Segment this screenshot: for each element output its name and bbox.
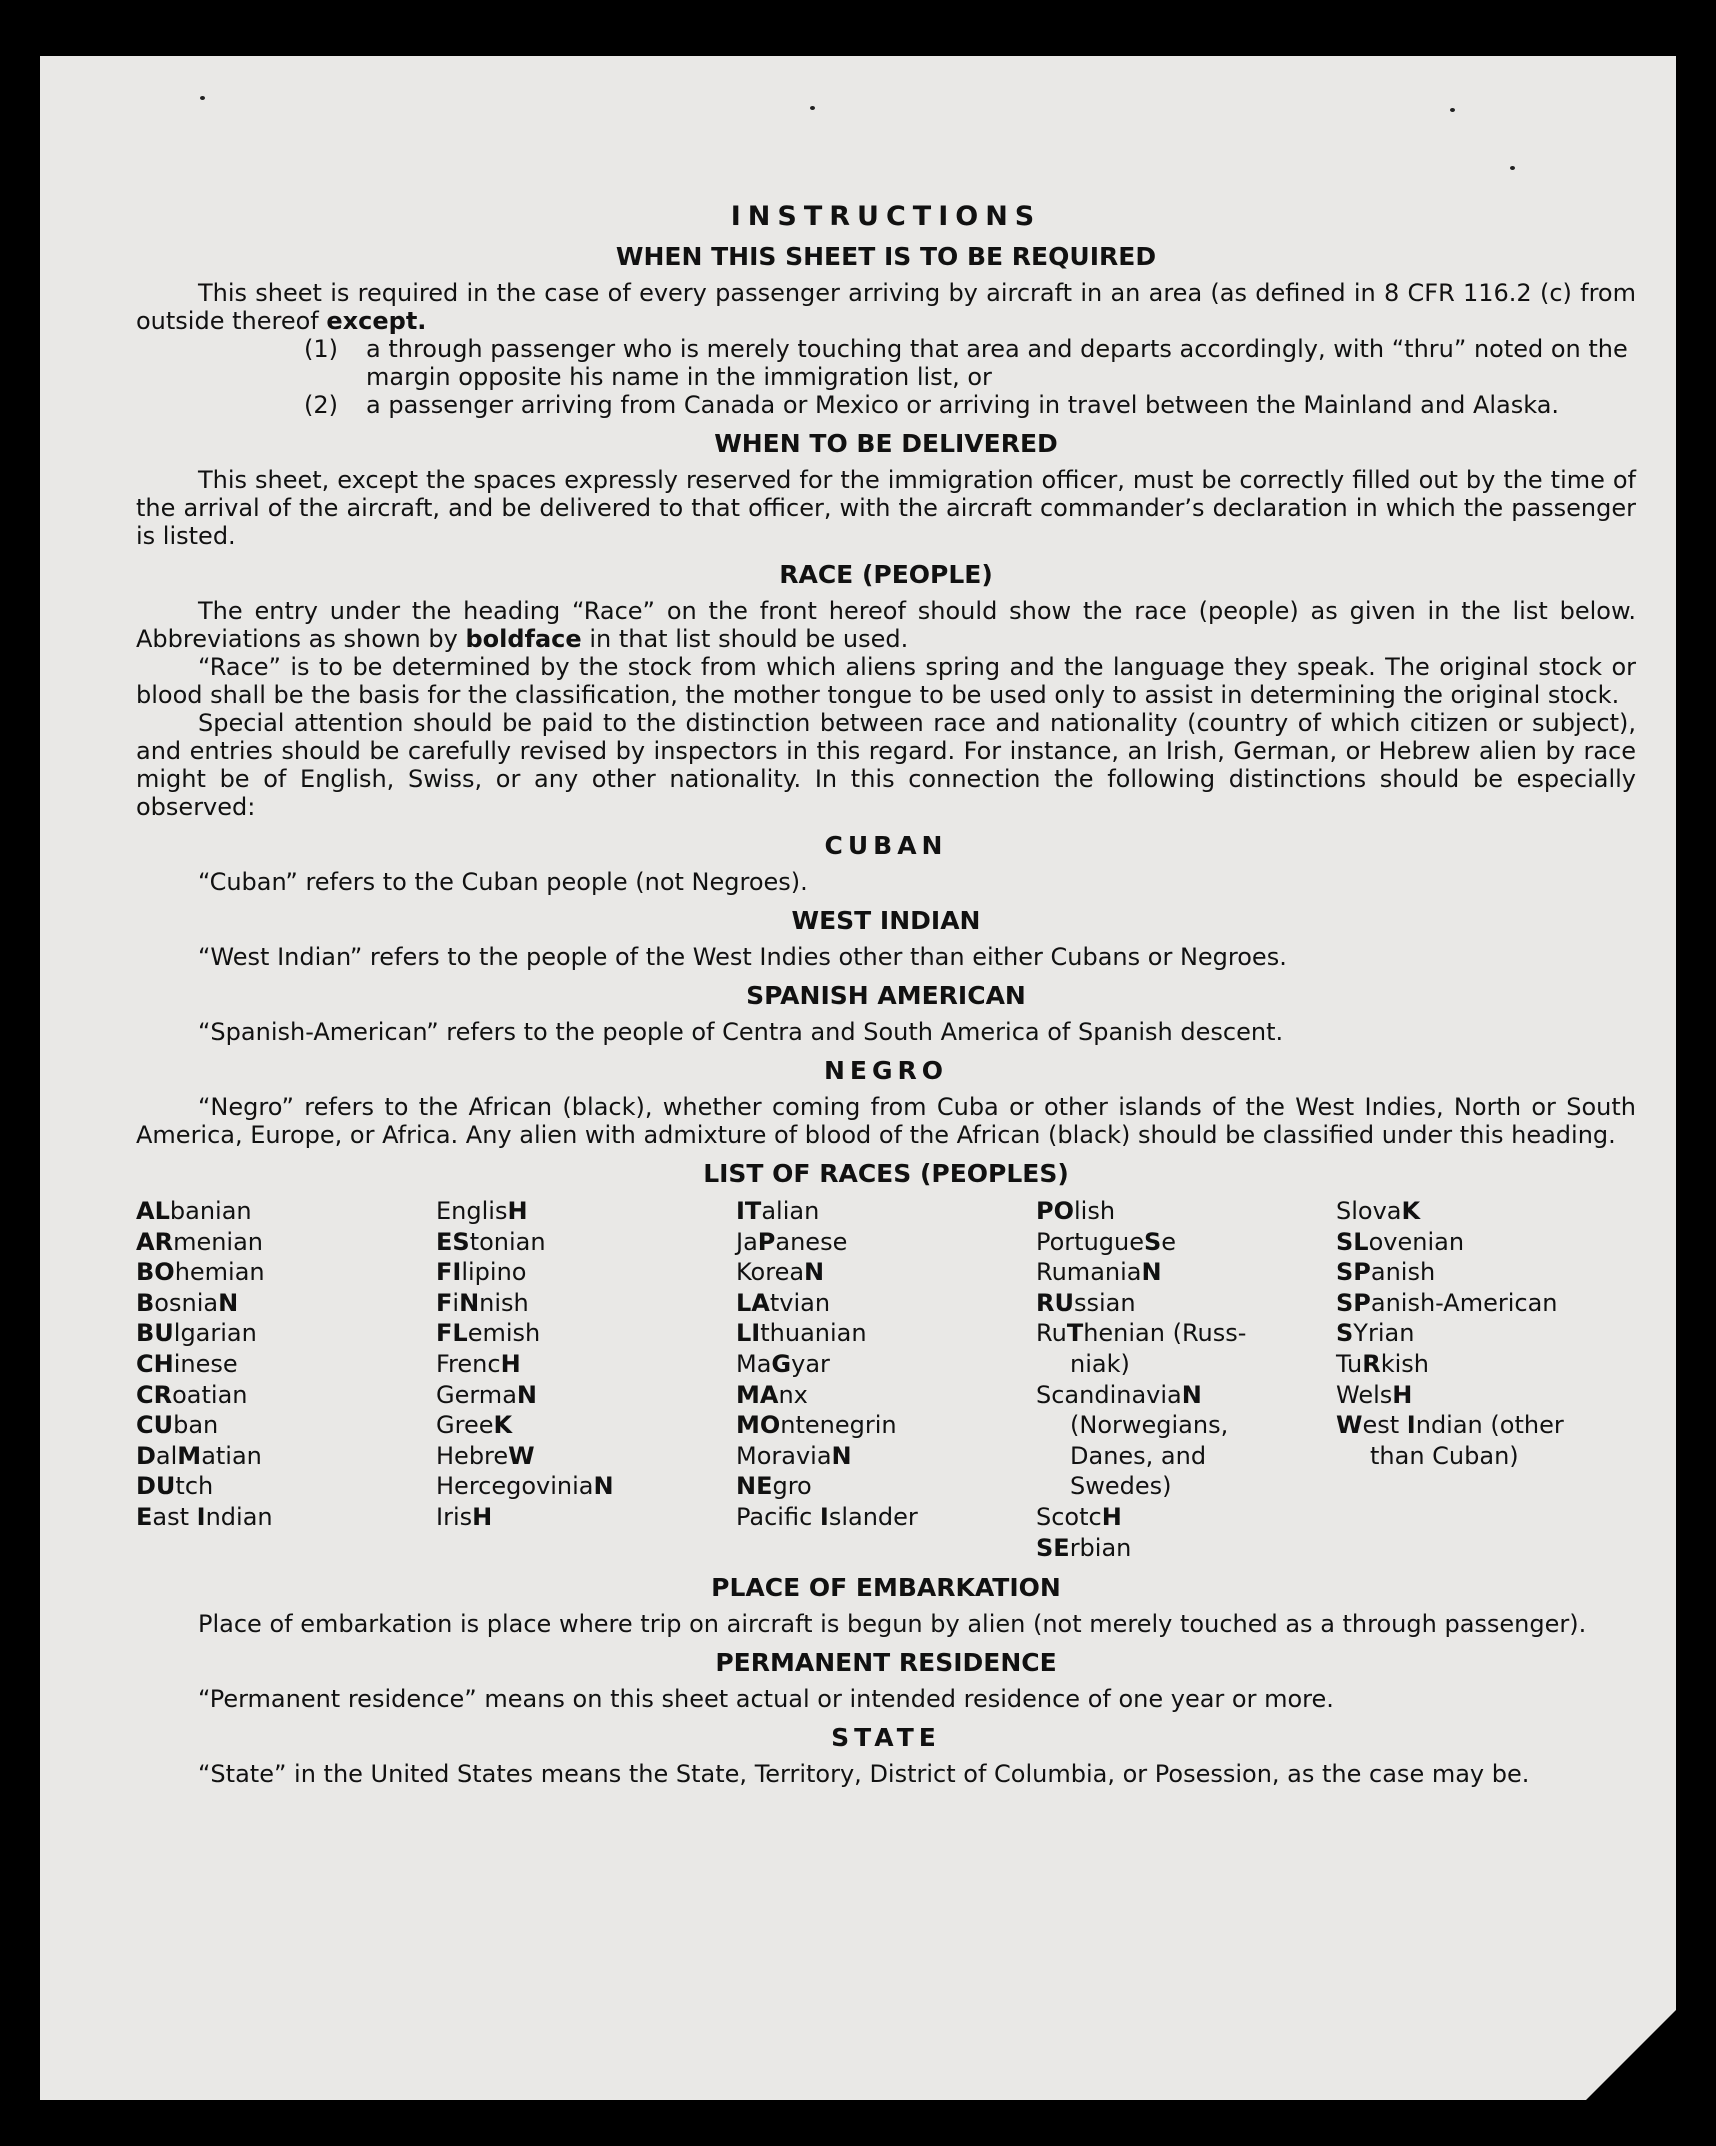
race-entry: FLemish — [436, 1319, 541, 1348]
race-entry: LIthuanian — [736, 1319, 867, 1348]
section-heading-spanish-american: SPANISH AMERICAN — [746, 981, 1026, 1010]
race-entry: GermaN — [436, 1380, 537, 1409]
race-entry: than Cuban) — [1370, 1441, 1519, 1470]
race-entry: RUssian — [1036, 1288, 1136, 1317]
document-page — [40, 56, 1676, 2100]
race-entry: CHinese — [136, 1349, 238, 1378]
race-entry: KoreaN — [736, 1258, 825, 1287]
residence-text: “Permanent residence” means on this sheet actual or intended residence of one year or more. — [198, 1685, 1334, 1714]
race-entry: PortugueSe — [1036, 1227, 1177, 1256]
race-entry: Pacific Islander — [736, 1502, 918, 1531]
section-heading-embarkation: PLACE OF EMBARKATION — [711, 1573, 1061, 1603]
race-entry: SlovaK — [1336, 1197, 1421, 1225]
race-entry: HercegoviniaN — [436, 1472, 614, 1501]
races-column-2 — [436, 1196, 736, 1563]
race-entry: niak) — [1070, 1349, 1130, 1378]
race-entry: Danes, and — [1070, 1441, 1207, 1470]
race-paragraph-1: The entry under the heading “Race” on the front hereof should show the race (people) as given in the list below. Abbreviations as shown by boldface in that list should be used. — [136, 597, 1636, 653]
race-entry: East Indian — [136, 1502, 273, 1531]
races-columns — [136, 1196, 1636, 1563]
race-entry: RumaniaN — [1036, 1258, 1162, 1287]
section-heading-list-of-races: LIST OF RACES (PEOPLES) — [703, 1159, 1069, 1188]
race-entry: EStonian — [436, 1227, 546, 1256]
race-entry: SPanish — [1336, 1258, 1436, 1287]
race-paragraph-3: Special attention should be paid to the distinction between race and nationality (country of which citizen or subject), and entries should be carefully revised by inspectors in this regard. For instance, an Irish, German, or Hebrew alien by race might be of English, Swiss, or any other nationality. In this connection the following distinctions should be especially observed: — [136, 709, 1636, 821]
speck — [810, 106, 815, 110]
list-item: (2) a passenger arriving from Canada or Mexico or arriving in travel between the Mainland and Alaska. — [304, 391, 1560, 419]
delivered-text: This sheet, except the spaces expressly reserved for the immigration officer, must be correctly filled out by the time of the arrival of the aircraft, and be delivered to that officer, with the aircraft commander’s declaration in which the passenger is listed. — [136, 466, 1636, 550]
section-heading-race: RACE (PEOPLE) — [779, 560, 993, 589]
race-entry: BUlgarian — [136, 1319, 257, 1348]
race-entry: MaGyar — [736, 1349, 830, 1378]
folded-corner — [1586, 2010, 1676, 2100]
race-entry: FIlipino — [436, 1258, 527, 1287]
list-item: (1) a through passenger who is merely touching that area and departs accordingly, with “thru” noted on the margin opposite his name in the immigration list, or — [304, 335, 1628, 391]
section-heading-cuban: CUBAN — [824, 831, 948, 860]
race-entry: SErbian — [1036, 1533, 1132, 1562]
race-entry: SYrian — [1336, 1319, 1415, 1348]
speck — [1510, 166, 1515, 170]
speck — [1450, 108, 1455, 112]
race-entry: RuThenian (Russ- — [1036, 1319, 1247, 1348]
race-entry: MAnx — [736, 1380, 808, 1409]
negro-text: “Negro” refers to the African (black), whether coming from Cuba or other islands of the West Indies, North or South America, Europe, or Africa. Any alien with admixture of blood of the African (black) should be classified under this heading. — [136, 1093, 1636, 1149]
cuban-text: “Cuban” refers to the Cuban people (not Negroes). — [198, 868, 808, 896]
race-entry: FrencH — [436, 1349, 521, 1378]
race-entry: ALbanian — [136, 1197, 252, 1225]
races-column-4 — [1036, 1196, 1336, 1563]
race-entry: ScotcH — [1036, 1502, 1122, 1531]
section-heading-delivered: WHEN TO BE DELIVERED — [714, 429, 1058, 458]
section-heading-required: WHEN THIS SHEET IS TO BE REQUIRED — [615, 242, 1157, 271]
section-heading-negro: NEGRO — [823, 1056, 949, 1085]
required-intro: This sheet is required in the case of every passenger arriving by aircraft in an area (as defined in 8 CFR 116.2 (c) from outside thereof except. — [136, 279, 1636, 335]
race-entry: LAtvian — [736, 1288, 831, 1317]
state-text: “State” in the United States means the State, Territory, District of Columbia, or Posession, as the case may be. — [198, 1760, 1530, 1789]
race-entry: ScandinaviaN — [1036, 1380, 1202, 1409]
races-column-1 — [136, 1196, 436, 1563]
spanish-american-text: “Spanish-American” refers to the people of Centra and South America of Spanish descent. — [198, 1018, 1284, 1046]
race-entry: FiNnish — [436, 1288, 529, 1317]
race-entry: POlish — [1036, 1197, 1116, 1225]
west-indian-text: “West Indian” refers to the people of the West Indies other than either Cubans or Negroes. — [198, 943, 1287, 971]
section-heading-west-indian: WEST INDIAN — [791, 906, 981, 935]
instructions-content — [136, 201, 1636, 1788]
race-entry: Swedes) — [1070, 1472, 1172, 1501]
race-entry: MoraviaN — [736, 1441, 852, 1470]
race-entry: ARmenian — [136, 1227, 264, 1256]
race-entry: SPanish-American — [1336, 1288, 1558, 1317]
race-entry: West Indian (other — [1336, 1411, 1564, 1440]
race-entry: NEgro — [736, 1472, 812, 1501]
race-entry: JaPanese — [736, 1227, 848, 1256]
section-heading-state: STATE — [831, 1723, 941, 1753]
race-entry: DUtch — [136, 1472, 214, 1501]
race-entry: HebreW — [436, 1441, 535, 1470]
race-entry: CRoatian — [136, 1380, 248, 1409]
race-entry: BosniaN — [136, 1288, 239, 1317]
race-entry: MOntenegrin — [736, 1411, 897, 1440]
races-column-3 — [736, 1196, 1036, 1563]
race-entry: EnglisH — [436, 1197, 528, 1225]
race-entry: BOhemian — [136, 1258, 265, 1287]
race-entry: TuRkish — [1336, 1349, 1429, 1378]
race-entry: (Norwegians, — [1070, 1411, 1229, 1440]
race-entry: GreeK — [436, 1411, 513, 1440]
page-title: INSTRUCTIONS — [730, 201, 1042, 232]
race-entry: IrisH — [436, 1502, 493, 1531]
race-entry: CUban — [136, 1411, 219, 1440]
embarkation-text: Place of embarkation is place where trip on aircraft is begun by alien (not merely touched as a through passenger). — [198, 1610, 1587, 1639]
race-paragraph-2: “Race” is to be determined by the stock from which aliens spring and the language they speak. The original stock or blood shall be the basis for the classification, the mother tongue to be used only to assist in determining the original stock. — [136, 653, 1636, 709]
section-heading-residence: PERMANENT RESIDENCE — [715, 1648, 1057, 1678]
race-entry: WelsH — [1336, 1380, 1413, 1409]
race-entry: ITalian — [736, 1197, 820, 1225]
speck — [200, 96, 205, 100]
races-column-5 — [1336, 1196, 1636, 1563]
race-entry: DalMatian — [136, 1441, 262, 1470]
race-entry: SLovenian — [1336, 1227, 1465, 1256]
